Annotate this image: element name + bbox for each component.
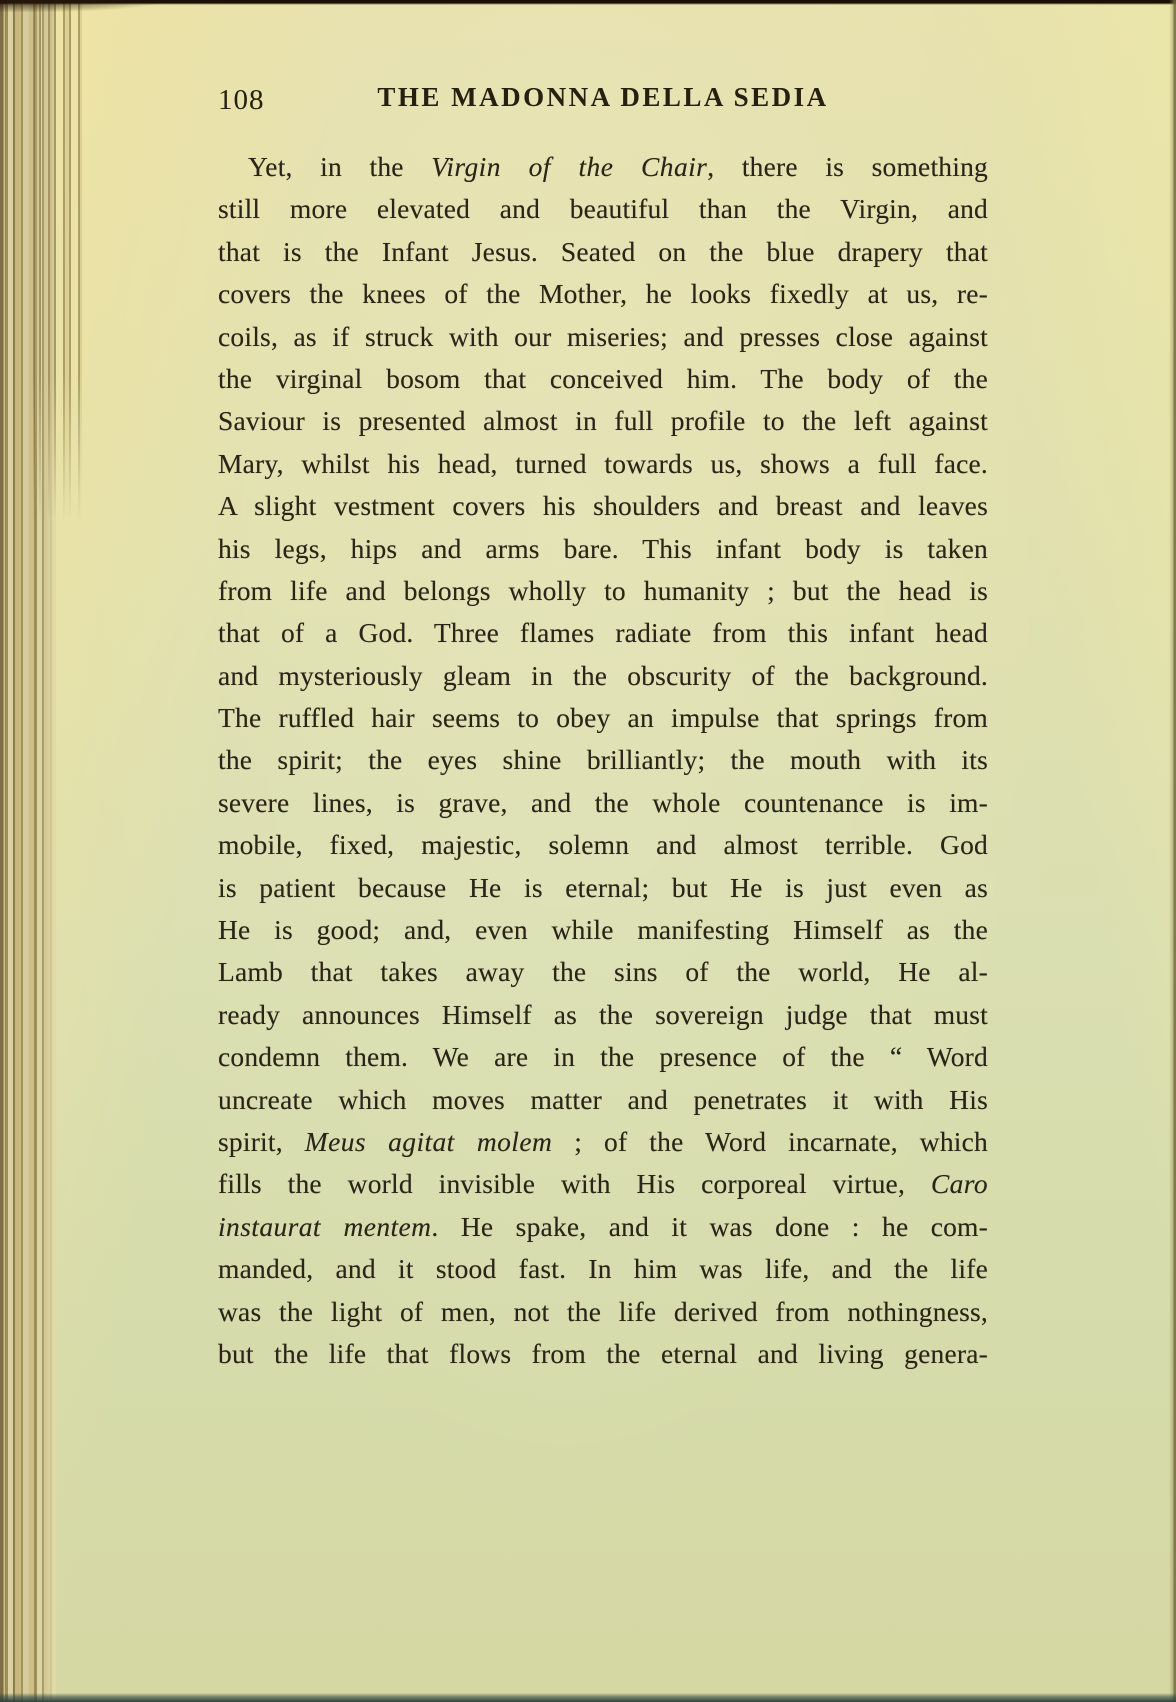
- text-segment: the virginal bosom that conceived him. The body of the: [218, 362, 988, 394]
- text-segment: coils, as if struck with our miseries; and presses close against: [218, 320, 988, 352]
- text-line: [218, 867, 988, 909]
- italic-text-segment: instaurat mentem: [218, 1210, 432, 1242]
- scan-border-bottom: [0, 1693, 1176, 1702]
- scan-border-right: [1169, 0, 1176, 1702]
- text-line: [218, 739, 988, 781]
- text-line: [218, 358, 988, 400]
- scan-border-top-left-corner: [0, 0, 160, 12]
- text-line: [218, 400, 988, 442]
- text-line: [218, 1079, 988, 1121]
- text-segment: from life and belongs wholly to humanity ; but the head is: [218, 574, 988, 606]
- page-number: 108: [218, 84, 265, 116]
- text-segment: that is the Infant Jesus. Seated on the blue drapery that: [218, 235, 988, 267]
- text-segment: The ruffled hair seems to obey an impulse that springs from: [218, 702, 988, 734]
- text-segment: fills the world invisible with His corporeal virtue,: [218, 1168, 931, 1200]
- body-text: [218, 146, 988, 1375]
- text-line: [218, 994, 988, 1036]
- text-line: [218, 273, 988, 315]
- text-line: [218, 188, 988, 230]
- text-line: [218, 1163, 988, 1205]
- text-segment: the spirit; the eyes shine brilliantly; the mouth with its: [218, 744, 988, 776]
- italic-text-segment: Meus agitat molem: [304, 1125, 553, 1157]
- text-segment: is patient because He is eternal; but He is just even as: [218, 871, 988, 903]
- text-segment: and mysteriously gleam in the obscurity of the background.: [218, 659, 988, 691]
- text-line: [218, 231, 988, 273]
- text-segment: that of a God. Three flames radiate from this infant head: [218, 617, 988, 649]
- text-segment: was the light of men, not the life derived from nothingness,: [218, 1295, 988, 1327]
- text-line: [218, 1333, 988, 1375]
- text-segment: but the life that flows from the eternal and living genera-: [218, 1337, 988, 1369]
- text-line: [218, 528, 988, 570]
- text-line: [218, 1036, 988, 1078]
- text-segment: Saviour is presented almost in full profile to the left against: [218, 405, 988, 437]
- text-segment: ready announces Himself as the sovereign judge that must: [218, 998, 988, 1030]
- text-line: [218, 1121, 988, 1163]
- page-header: [218, 82, 988, 118]
- text-segment: spirit,: [218, 1125, 305, 1157]
- text-segment: uncreate which moves matter and penetrates it with His: [218, 1083, 988, 1115]
- text-line: [218, 782, 988, 824]
- text-line: [218, 655, 988, 697]
- text-line: [218, 1206, 988, 1248]
- text-segment: ; of the Word incarnate, which: [552, 1125, 988, 1157]
- text-segment: Yet, in the: [248, 151, 432, 182]
- text-segment: manded, and it stood fast. In him was life, and the life: [218, 1253, 988, 1285]
- text-segment: Mary, whilst his head, turned towards us, shows a full face.: [218, 447, 988, 479]
- text-segment: still more elevated and beautiful than the Virgin, and: [218, 193, 988, 225]
- text-segment: . He spake, and it was done : he com-: [431, 1210, 989, 1242]
- text-line: [218, 570, 988, 612]
- text-segment: covers the knees of the Mother, he looks fixedly at us, re-: [218, 278, 988, 310]
- text-segment: A slight vestment covers his shoulders and breast and leaves: [218, 490, 988, 522]
- text-segment: He is good; and, even while manifesting Himself as the: [218, 914, 988, 946]
- scan-border-top: [0, 0, 1176, 5]
- text-line: [218, 612, 988, 654]
- text-line: [218, 824, 988, 866]
- text-line: [218, 485, 988, 527]
- book-page-edges-upper-left: [30, 0, 82, 520]
- text-line: [218, 697, 988, 739]
- text-line: [218, 1248, 988, 1290]
- italic-text-segment: Caro: [930, 1168, 988, 1200]
- text-segment: Lamb that takes away the sins of the world, He al-: [218, 956, 988, 988]
- text-segment: condemn them. We are in the presence of the “ Word: [218, 1041, 988, 1073]
- text-line: [218, 146, 988, 188]
- text-line: [218, 443, 988, 485]
- text-line: [218, 909, 988, 951]
- italic-text-segment: Virgin of the Chair: [431, 151, 708, 182]
- text-segment: mobile, fixed, majestic, solemn and almost terrible. God: [218, 829, 988, 861]
- running-header-title: THE MADONNA DELLA SEDIA: [377, 82, 829, 112]
- text-line: [218, 316, 988, 358]
- text-segment: , there is something: [707, 151, 988, 182]
- text-segment: severe lines, is grave, and the whole countenance is im-: [218, 786, 988, 818]
- text-segment: his legs, hips and arms bare. This infant body is taken: [218, 532, 988, 564]
- text-line: [218, 1291, 988, 1333]
- text-line: [218, 951, 988, 993]
